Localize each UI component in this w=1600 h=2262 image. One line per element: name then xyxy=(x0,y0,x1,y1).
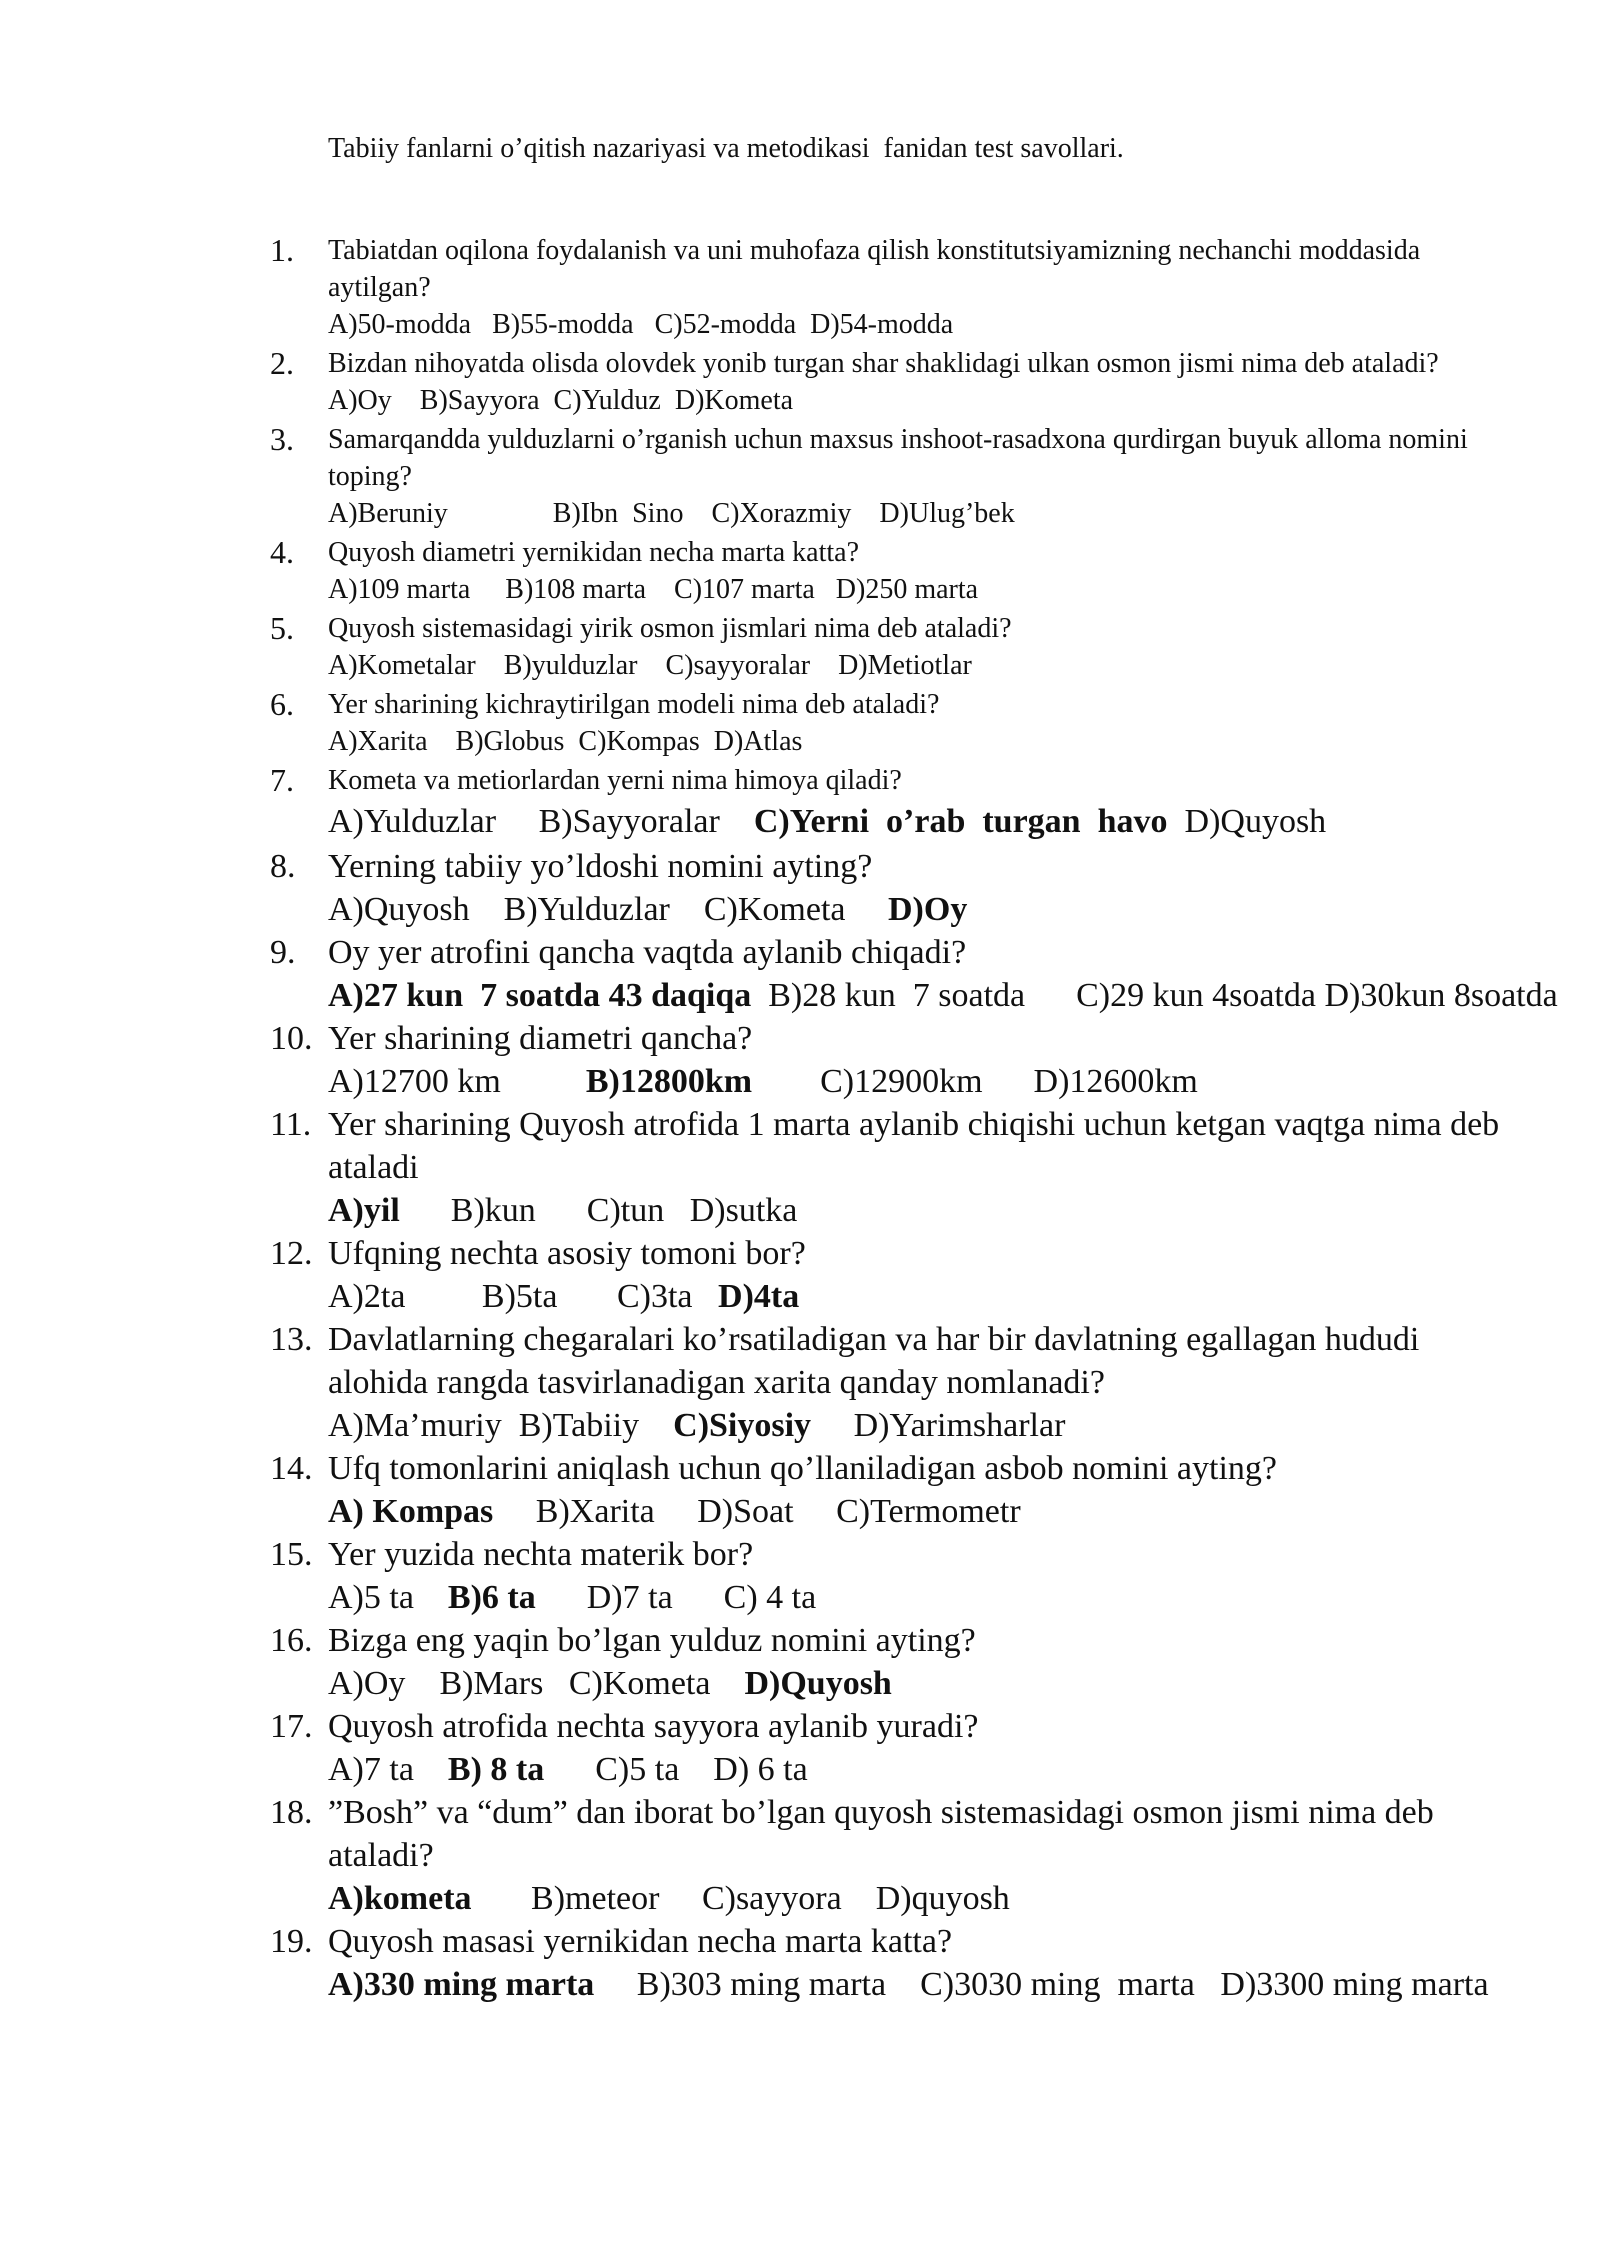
question-number: 4. xyxy=(270,534,294,570)
answer-option: D)Soat xyxy=(697,1493,837,1530)
question-number: 15. xyxy=(270,1536,313,1573)
answer-options xyxy=(328,1877,1510,1920)
answer-option: B)Globus xyxy=(455,726,579,757)
answer-options xyxy=(328,306,1510,344)
question-text: Yer sharining diametri qancha? xyxy=(328,1020,753,1057)
question-item xyxy=(270,686,1510,761)
question-text: Yer sharining Quyosh atrofida 1 marta aylanib chiqishi uchun ketgan vaqtga nima deb ataladi xyxy=(328,1106,1500,1186)
question-text: Quyosh masasi yernikidan necha marta katta? xyxy=(328,1923,953,1960)
answer-option: C)Kompas xyxy=(578,726,714,757)
question-item xyxy=(270,1232,1510,1318)
question-text: Ufq tomonlarini aniqlash uchun qo’llaniladigan asbob nomini ayting? xyxy=(328,1450,1277,1487)
question-text: Bizga eng yaqin bo’lgan yulduz nomini ayting? xyxy=(328,1622,976,1659)
question-item xyxy=(270,1318,1510,1447)
question-text: Bizdan nihoyatda olisda olovdek yonib turgan shar shaklidagi ulkan osmon jismi nima deb ataladi? xyxy=(328,348,1439,379)
answer-option-correct: C)Yerni o’rab turgan havo xyxy=(753,803,1185,840)
answer-option-correct: D)Quyosh xyxy=(744,1665,892,1702)
question-item xyxy=(270,762,1510,845)
answer-option: D)Yarimsharlar xyxy=(853,1407,1066,1444)
question-item xyxy=(270,232,1510,344)
answer-option-correct: A)330 ming marta xyxy=(328,1966,637,2003)
question-text: Kometa va metiorlardan yerni nima himoya qiladi? xyxy=(328,765,902,796)
question-text: Tabiatdan oqilona foydalanish va uni muhofaza qilish konstitutsiyamizning nechanchi moddasida aytilgan? xyxy=(328,235,1421,303)
question-number: 9. xyxy=(270,934,296,971)
answer-option: D)7 ta xyxy=(586,1579,724,1616)
answer-option: A)Quyosh xyxy=(328,891,504,928)
answer-option-correct: A)27 kun 7 soatda 43 daqiqa xyxy=(328,977,769,1014)
question-text: Quyosh diametri yernikidan necha marta katta? xyxy=(328,537,860,568)
answer-option: D)3300 ming marta xyxy=(1220,1966,1489,2003)
answer-option-correct: C)Siyosiy xyxy=(673,1407,854,1444)
answer-option: A)2ta xyxy=(328,1278,482,1315)
question-text: Yer yuzida nechta materik bor? xyxy=(328,1536,754,1573)
answer-option: A)5 ta xyxy=(328,1579,448,1616)
answer-option: A)Oy xyxy=(328,385,420,416)
question-number: 1. xyxy=(270,232,294,268)
answer-option: D)12600km xyxy=(1033,1063,1198,1100)
question-text: Quyosh atrofida nechta sayyora aylanib yuradi? xyxy=(328,1708,979,1745)
question-item xyxy=(270,931,1558,1017)
answer-option: B)Ibn Sino xyxy=(552,498,712,529)
question-item xyxy=(270,1447,1510,1533)
answer-option-correct: D)4ta xyxy=(718,1278,800,1315)
question-item xyxy=(270,610,1510,685)
answer-option: D)Kometa xyxy=(674,385,794,416)
question-number: 14. xyxy=(270,1450,313,1487)
answer-option: D)Quyosh xyxy=(1184,803,1327,840)
answer-option-correct: D)Oy xyxy=(888,891,968,928)
answer-options xyxy=(328,1060,1510,1103)
answer-option-correct: A)kometa xyxy=(328,1880,532,1917)
answer-option: A)Beruniy xyxy=(328,498,553,529)
question-item xyxy=(270,534,1510,609)
question-number: 11. xyxy=(270,1106,312,1143)
answer-option: B)Tabiiy xyxy=(518,1407,674,1444)
question-text: Ufqning nechta asosiy tomoni bor? xyxy=(328,1235,806,1272)
answer-option: C)Xorazmiy xyxy=(711,498,880,529)
answer-options xyxy=(328,1404,1510,1447)
answer-option: B)yulduzlar xyxy=(503,650,666,681)
question-item xyxy=(270,1791,1510,1920)
answer-option-correct: A)yil xyxy=(328,1192,451,1229)
answer-option: B)Mars xyxy=(439,1665,569,1702)
answer-option: C)Kometa xyxy=(703,891,888,928)
question-item xyxy=(270,845,1510,931)
page-title: Tabiiy fanlarni o’qitish nazariyasi va metodikasi fanidan test savollari. xyxy=(328,133,1124,164)
question-item xyxy=(270,421,1510,533)
answer-option: B)meteor xyxy=(531,1880,702,1917)
answer-option: D)250 marta xyxy=(835,574,979,605)
question-item xyxy=(270,1619,1510,1705)
answer-option: C)3030 ming marta xyxy=(920,1966,1221,2003)
answer-option-correct: B)6 ta xyxy=(447,1579,587,1616)
answer-option: B)303 ming marta xyxy=(636,1966,921,2003)
question-number: 12. xyxy=(270,1235,313,1272)
answer-options xyxy=(328,571,1510,609)
answer-options xyxy=(328,1275,1510,1318)
answer-option: C)5 ta xyxy=(595,1751,714,1788)
answer-option: A)109 marta xyxy=(328,574,506,605)
question-number: 13. xyxy=(270,1321,313,1358)
answer-options xyxy=(328,723,1510,761)
answer-option: D)Atlas xyxy=(713,726,803,757)
question-text: ”Bosh” va “dum” dan iborat bo’lgan quyosh sistemasidagi osmon jismi nima deb ataladi? xyxy=(328,1794,1434,1874)
question-text: Yerning tabiiy yo’ldoshi nomini ayting? xyxy=(328,848,873,885)
answer-options xyxy=(328,1748,1510,1791)
answer-option: A)Xarita xyxy=(328,726,456,757)
answer-option: C)tun xyxy=(586,1192,690,1229)
question-text: Samarqandda yulduzlarni o’rganish uchun maxsus inshoot-rasadxona qurdirgan buyuk alloma nomini toping? xyxy=(328,424,1468,492)
question-item xyxy=(270,1017,1510,1103)
question-text: Oy yer atrofini qancha vaqtda aylanib chiqadi? xyxy=(328,934,967,971)
answer-option: B)5ta xyxy=(481,1278,617,1315)
question-item xyxy=(270,345,1510,420)
question-number: 10. xyxy=(270,1020,313,1057)
question-number: 16. xyxy=(270,1622,313,1659)
question-item xyxy=(270,1533,1510,1619)
question-item xyxy=(270,1705,1510,1791)
answer-option: B)Sayyoralar xyxy=(538,803,754,840)
question-text: Davlatlarning chegaralari ko’rsatiladigan va har bir davlatning egallagan hududi alohida rangda tasvirlanadigan xarita qanday nomlanadi? xyxy=(328,1321,1420,1401)
answer-option-correct: A) Kompas xyxy=(328,1493,536,1530)
answer-option: B)kun xyxy=(450,1192,587,1229)
question-item xyxy=(270,1920,1510,2006)
answer-option-correct: B) 8 ta xyxy=(447,1751,596,1788)
answer-option: C)sayyoralar xyxy=(665,650,839,681)
answer-option: D)Metiotlar xyxy=(838,650,972,681)
answer-option: A)12700 km xyxy=(328,1063,586,1100)
answer-option: A)50-modda xyxy=(328,309,493,340)
question-number: 3. xyxy=(270,421,294,457)
answer-option: D)30kun 8soatda xyxy=(1324,977,1558,1014)
answer-option: C)3ta xyxy=(616,1278,719,1315)
answer-options xyxy=(328,1576,1510,1619)
answer-option: A)Yulduzlar xyxy=(328,803,539,840)
answer-options xyxy=(328,1189,1510,1232)
answer-options xyxy=(328,647,1510,685)
question-item xyxy=(270,1103,1510,1232)
answer-option: C)12900km xyxy=(820,1063,1034,1100)
answer-option: B)Sayyora xyxy=(419,385,554,416)
answer-option: C)Kometa xyxy=(568,1665,745,1702)
answer-option: D)Ulug’bek xyxy=(879,498,1015,529)
question-number: 6. xyxy=(270,686,294,722)
answer-options xyxy=(328,382,1510,420)
answer-options xyxy=(328,495,1510,533)
answer-option: C)sayyora xyxy=(701,1880,876,1917)
answer-option: A)Oy xyxy=(328,1665,440,1702)
answer-option: B)Xarita xyxy=(535,1493,698,1530)
answer-options xyxy=(328,799,1510,845)
question-text: Yer sharining kichraytirilgan modeli nima deb ataladi? xyxy=(328,689,940,720)
answer-options xyxy=(328,1963,1510,2006)
answer-options xyxy=(328,974,1558,1017)
question-number: 17. xyxy=(270,1708,313,1745)
question-number: 18. xyxy=(270,1794,313,1831)
question-number: 5. xyxy=(270,610,294,646)
answer-option: A)Kometalar xyxy=(328,650,504,681)
answer-option: D)sutka xyxy=(689,1192,798,1229)
question-number: 2. xyxy=(270,345,294,381)
answer-option: C)107 marta xyxy=(674,574,836,605)
question-number: 19. xyxy=(270,1923,313,1960)
question-number: 8. xyxy=(270,848,296,885)
question-list xyxy=(270,232,1558,2006)
answer-option: C)29 kun 4soatda xyxy=(1076,977,1325,1014)
answer-option: B)55-modda xyxy=(492,309,655,340)
answer-option: B)Yulduzlar xyxy=(503,891,704,928)
answer-options xyxy=(328,1662,1510,1705)
answer-options xyxy=(328,1490,1510,1533)
answer-option: A)7 ta xyxy=(328,1751,448,1788)
answer-option: C)Yulduz xyxy=(553,385,675,416)
question-number: 7. xyxy=(270,762,294,798)
answer-option: C)52-modda xyxy=(654,309,811,340)
answer-option-correct: B)12800km xyxy=(585,1063,821,1100)
answer-option: D) 6 ta xyxy=(713,1751,808,1788)
answer-option: D)54-modda xyxy=(810,309,954,340)
answer-option: A)Ma’muriy xyxy=(328,1407,519,1444)
answer-option: C) 4 ta xyxy=(723,1579,817,1616)
answer-option: B)28 kun 7 soatda xyxy=(768,977,1077,1014)
answer-option: D)quyosh xyxy=(875,1880,1010,1917)
answer-option: C)Termometr xyxy=(836,1493,1021,1530)
answer-option: B)108 marta xyxy=(505,574,675,605)
answer-options xyxy=(328,888,1510,931)
question-text: Quyosh sistemasidagi yirik osmon jismlari nima deb ataladi? xyxy=(328,613,1012,644)
